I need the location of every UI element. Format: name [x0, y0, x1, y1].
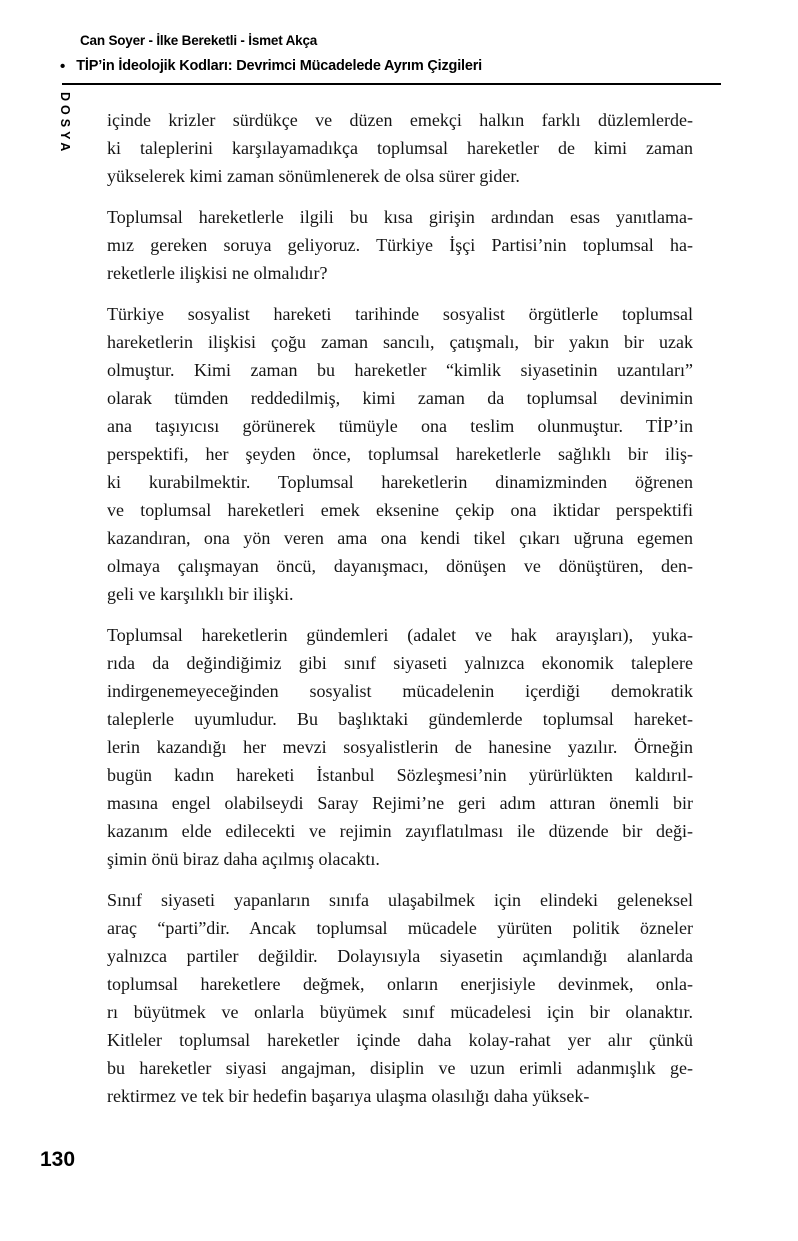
text-line: rı büyütmek ve onlarla büyümek sınıf mücadelesi için bir olanaktır. [107, 1002, 693, 1022]
paragraph [107, 886, 693, 1110]
text-line: hareketlerin ilişkisi çoğu zaman sancılı, çatışmalı, bir yakın bir uzak [107, 332, 693, 352]
text-line: yükselerek kimi zaman sönümlenerek de olsa sürer gider. [107, 166, 520, 186]
text-line: mız gereken soruya geliyoruz. Türkiye İşçi Partisi’nin toplumsal ha- [107, 235, 693, 255]
text-line: lerin kazandığı her mevzi sosyalistlerin de hanesine yazılır. Örneğin [107, 737, 693, 757]
text-line: içinde krizler sürdükçe ve düzen emekçi halkın farklı düzlemlerde- [107, 110, 693, 130]
text-line: şimin önü biraz daha açılmış olacaktı. [107, 849, 380, 869]
text-line: ki kurabilmektir. Toplumsal hareketlerin dinamizminden öğrenen [107, 472, 693, 492]
text-line: perspektifi, her şeyden önce, toplumsal hareketlerle sağlıklı bir iliş- [107, 444, 693, 464]
header-rule [62, 83, 721, 85]
text-line: indirgenemeyeceğinden sosyalist mücadelenin içerdiği demokratik [107, 681, 693, 701]
text-line: kazandıran, ona yön veren ama ona kendi tikel çıkarı uğruna egemen [107, 528, 693, 548]
text-line: ana taşıyıcısı görünerek tümüyle ona teslim olunmuştur. TİP’in [107, 416, 693, 436]
authors-line: Can Soyer - İlke Bereketli - İsmet Akça [80, 33, 318, 48]
text-line: olmuştur. Kimi zaman bu hareketler “kimlik siyasetinin uzantıları” [107, 360, 693, 380]
text-line: araç “parti”dir. Ancak toplumsal mücadele yürüten politik özneler [107, 918, 693, 938]
text-line: ve toplumsal hareketleri emek eksenine çekip ona iktidar perspektifi [107, 500, 693, 520]
text-line: taleplerle uyumludur. Bu başlıktaki gündemlerde toplumsal hareket- [107, 709, 693, 729]
text-line: Kitleler toplumsal hareketler içinde daha kolay-rahat yer alır çünkü [107, 1030, 693, 1050]
text-line: Toplumsal hareketlerle ilgili bu kısa girişin ardından esas yanıtlama- [107, 207, 693, 227]
text-line: bugün kadın hareketi İstanbul Sözleşmesi’nin yürürlükten kaldırıl- [107, 765, 693, 785]
paragraph [107, 203, 693, 287]
article-title: TİP’in İdeolojik Kodları: Devrimci Mücadelede Ayrım Çizgileri [76, 58, 482, 74]
text-line: reketlerle ilişkisi ne olmalıdır? [107, 263, 328, 283]
page-number: 130 [40, 1148, 76, 1171]
body-text [107, 106, 693, 1123]
text-line: ki taleplerini karşılayamadıkça toplumsal hareketler de kimi zaman [107, 138, 693, 158]
text-line: toplumsal hareketlere değmek, onların enerjisiyle devinmek, onla- [107, 974, 693, 994]
text-line: olarak tümden reddedilmiş, kimi zaman da toplumsal devinimin [107, 388, 693, 408]
text-line: rektirmez ve tek bir hedefin başarıya ulaşma olasılığı daha yüksek- [107, 1086, 590, 1106]
text-line: Toplumsal hareketlerin gündemleri (adalet ve hak arayışları), yuka- [107, 625, 693, 645]
text-line: yalnızca partiler değildir. Dolayısıyla siyasetin açımlandığı alanlarda [107, 946, 693, 966]
text-line: Sınıf siyaseti yapanların sınıfa ulaşabilmek için elindeki geleneksel [107, 890, 693, 910]
paragraph [107, 621, 693, 873]
text-line: olmaya çalışmayan öncü, dayanışmacı, dönüşen ve dönüştüren, den- [107, 556, 693, 576]
title-row [60, 57, 482, 74]
paragraph [107, 106, 693, 190]
text-line: geli ve karşılıklı bir ilişki. [107, 584, 294, 604]
text-line: Türkiye sosyalist hareketi tarihinde sosyalist örgütlerle toplumsal [107, 304, 693, 324]
text-line: masına engel olabilseydi Saray Rejimi’ne geri adım attıran önemli bir [107, 793, 693, 813]
text-line: kazanım elde edilecekti ve rejimin zayıflatılması ile düzende bir deği- [107, 821, 693, 841]
bullet-icon: • [60, 58, 66, 75]
section-label-vertical: DOSYA [58, 92, 72, 156]
text-line: rıda da değindiğimiz gibi sınıf siyaseti yalnızca ekonomik taleplere [107, 653, 693, 673]
paragraph [107, 300, 693, 608]
text-line: bu hareketler siyasi angajman, disiplin ve uzun erimli adanmışlık ge- [107, 1058, 693, 1078]
